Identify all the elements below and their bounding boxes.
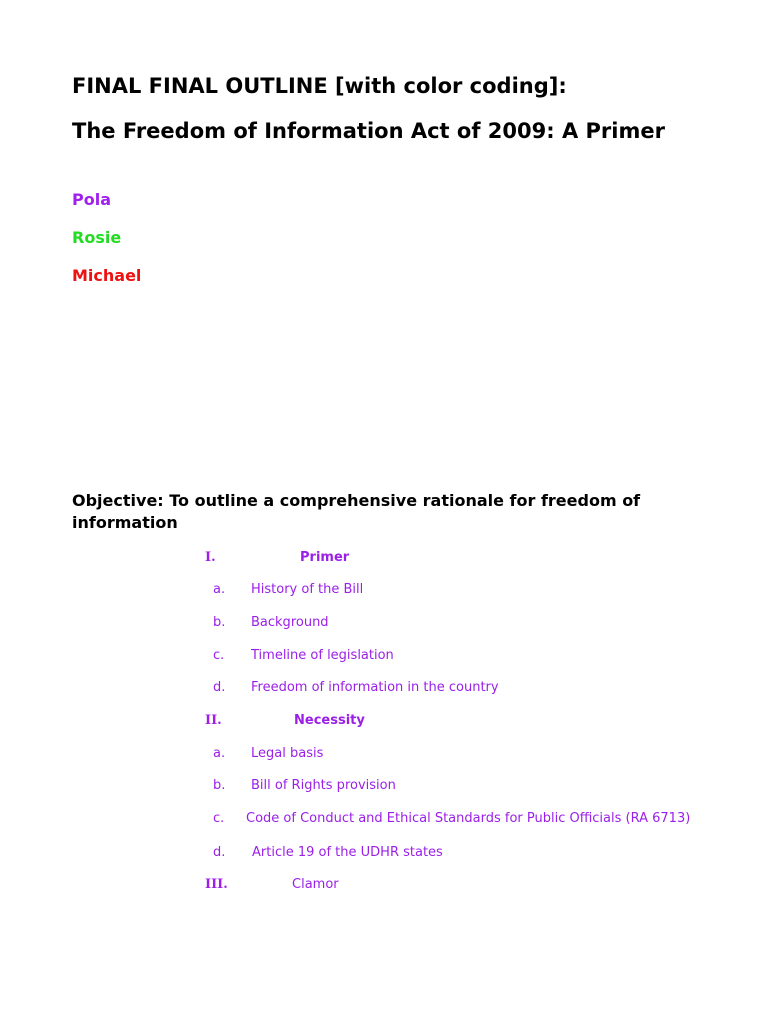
document-subtitle: The Freedom of Information Act of 2009: A Primer [72, 119, 665, 143]
item-text: Freedom of information in the country [251, 680, 499, 695]
author-rosie: Rosie [72, 228, 122, 247]
item-letter: a. [213, 746, 226, 761]
item-text: Timeline of legislation [251, 648, 394, 663]
item-letter: c. [213, 811, 225, 826]
item-letter: b. [213, 778, 226, 793]
section-numeral: III. [205, 877, 228, 892]
item-letter: b. [213, 615, 226, 630]
objective-statement: Objective: To outline a comprehensive rationale for freedom of information [72, 491, 641, 532]
section-numeral: II. [205, 713, 222, 728]
section-label: Primer [300, 550, 350, 565]
section-numeral: I. [205, 550, 216, 565]
item-text: Legal basis [251, 746, 324, 761]
item-text: Article 19 of the UDHR states [252, 845, 443, 860]
section-label: Clamor [292, 877, 339, 892]
item-letter: d. [213, 845, 226, 860]
item-letter: d. [213, 680, 226, 695]
author-michael: Michael [72, 266, 142, 285]
item-letter: a. [213, 582, 226, 597]
section-label: Necessity [294, 713, 365, 728]
item-letter: c. [213, 648, 225, 663]
item-text: Code of Conduct and Ethical Standards for Public Officials (RA 6713) [246, 811, 691, 826]
item-text: Bill of Rights provision [251, 778, 396, 793]
document-title: FINAL FINAL OUTLINE [with color coding]: [72, 74, 567, 98]
author-pola: Pola [72, 190, 111, 209]
item-text: History of the Bill [251, 582, 364, 597]
item-text: Background [251, 615, 329, 630]
